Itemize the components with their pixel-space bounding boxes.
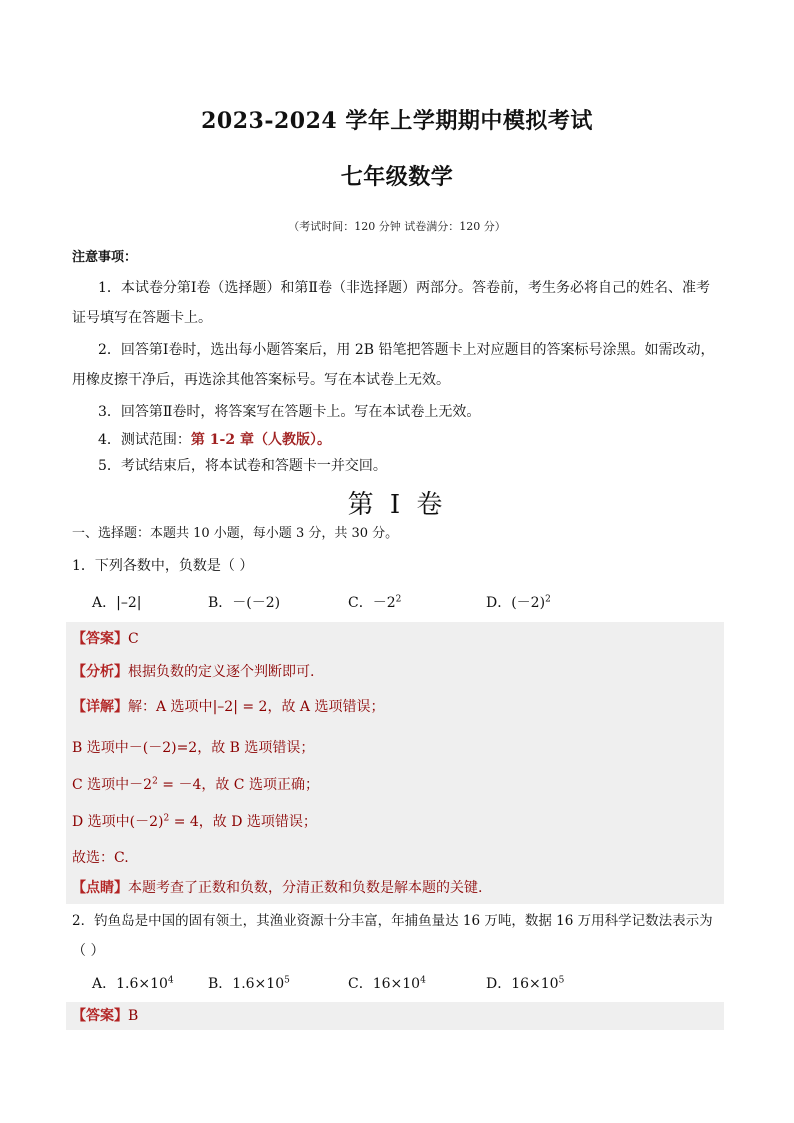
q1-option-c [348,593,401,613]
q2-stem-line-1: 2．钓鱼岛是中国的固有领土，其渔业资源十分丰富，年捕鱼量达 16 万吨，数据 16 万用科学记数法表示为 [72,913,713,929]
q1-detail-tag: 【详解】 [72,699,128,715]
q1-detail-3 [72,775,319,795]
q1-detail-3-exp: 2 [152,776,158,787]
q2-option-a-exp: 4 [167,975,174,986]
notice-item-2-line-2: 用橡皮擦干净后，再选涂其他答案标号。写在本试卷上无效。 [72,372,450,388]
q1-conclusion: 故选：C. [72,850,129,866]
q2-option-c-exp: 4 [420,975,426,986]
notice-item-1-line-2: 证号填写在答题卡上。 [72,310,212,326]
q2-option-a-base: A．1.6×10 [92,976,168,992]
section-instruction: 一、选择题：本题共 10 小题，每小题 3 分，共 30 分。 [72,526,399,541]
q1-option-c-exp: 2 [395,594,402,605]
q1-detail-1-a: 解：A 选项中 [128,699,213,715]
q1-comment-text: 本题考查了正数和负数，分清正数和负数是解本题的关键. [128,880,483,896]
abs-bar-left: | [212,699,218,715]
abs-bar-right: | [233,699,238,715]
q2-option-b-base: B．1.6×10 [208,976,285,992]
abs-bar-left: | [116,595,121,611]
q1-option-a [92,593,141,613]
q1-option-d-exp: 2 [545,594,551,605]
q2-option-c-base: C．16×10 [348,976,421,992]
notice-item-5: 5．考试结束后，将本试卷和答题卡一并交回。 [98,458,387,474]
q1-detail-4-a: D 选项中(－2) [72,814,164,830]
q2-option-d-exp: 5 [558,975,565,986]
q2-option-c [348,974,426,994]
q2-answer [72,1006,138,1026]
exam-title: 2023-2024 学年上学期期中模拟考试 [201,108,593,134]
notice-item-2-line-1: 2．回答第Ⅰ卷时，选出每小题答案后，用 2B 铅笔把答题卡上对应题目的答案标号涂黑。如需改动， [98,342,715,358]
q1-detail-1 [72,697,384,717]
q1-detail-3-b: = －4，故 C 选项正确； [157,777,319,793]
notice-item-4-prefix: 4．测试范围： [98,432,191,448]
q1-detail-4-exp: 2 [163,813,170,824]
q2-answer-tag: 【答案】 [72,1008,128,1024]
minus-sign: – [217,699,225,715]
exam-meta: （考试时间：120 分钟 试卷满分：120 分） [288,220,506,233]
q1-detail-1-b: 2 [224,699,234,715]
q2-solution-band [66,1002,724,1030]
notice-heading: 注意事项： [72,250,138,265]
q1-option-a-value: 2 [127,595,137,611]
q1-comment-tag: 【点睛】 [72,880,128,896]
q1-option-a-minus: – [120,595,128,611]
q1-analysis-tag: 【分析】 [72,664,128,680]
q1-detail-1-c: = 2，故 A 选项错误； [237,699,385,715]
q1-option-b: B．－(－2) [208,595,281,611]
q1-option-c-base: C．－2 [348,595,396,611]
q1-analysis [72,662,314,682]
q1-option-d-base: D．(－2) [486,595,546,611]
abs-bar-right: | [136,595,142,611]
q2-option-d-base: D．16×10 [486,976,559,992]
notice-item-3: 3．回答第Ⅱ卷时，将答案写在答题卡上。写在本试卷上无效。 [98,404,481,420]
q1-answer [72,629,139,649]
q1-detail-4-b: = 4，故 D 选项错误； [169,814,317,830]
q2-stem-line-2: （ ） [72,943,105,959]
q1-option-d [486,593,551,613]
test-range: 第 1-2 章（人教版）。 [190,432,331,448]
notice-item-4 [98,430,331,450]
exam-subject: 七年级数学 [340,164,454,190]
q1-comment [72,878,482,898]
q1-stem: 1．下列各数中，负数是（ ） [72,558,254,574]
q1-analysis-text: 根据负数的定义逐个判断即可. [128,664,315,680]
q1-answer-value: C [128,631,139,647]
q1-detail-4 [72,812,317,832]
q2-option-d [486,974,564,994]
q2-answer-value: B [128,1008,139,1024]
notice-item-1-line-1: 1．本试卷分第Ⅰ卷（选择题）和第Ⅱ卷（非选择题）两部分。答卷前，考生务必将自己的姓名、准考 [98,280,710,296]
q1-detail-2: B 选项中－(－2)=2，故 B 选项错误； [72,740,315,756]
q1-answer-tag: 【答案】 [72,631,128,647]
q2-option-b [208,974,290,994]
section-title: 第 I 卷 [347,490,447,520]
q1-option-a-label: A． [92,595,117,611]
q1-detail-3-a: C 选项中－2 [72,777,153,793]
q2-option-b-exp: 5 [284,975,290,986]
q2-option-a [92,974,174,994]
